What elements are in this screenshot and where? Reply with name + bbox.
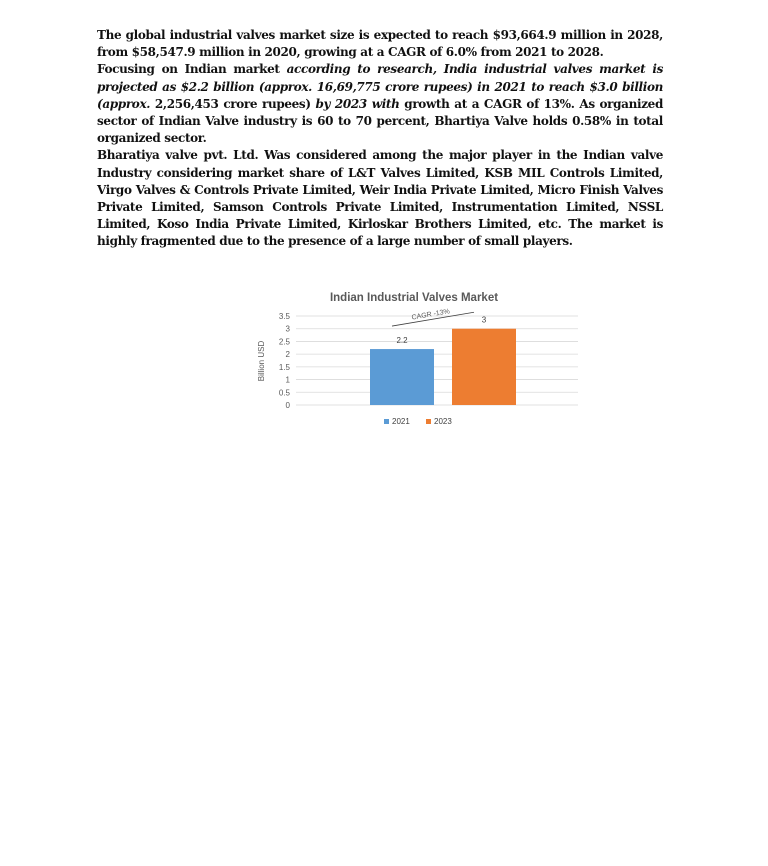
bar-2023	[452, 329, 516, 405]
y-tick-label: 3.5	[278, 312, 290, 321]
y-tick-labels	[279, 312, 291, 410]
chart-svg	[250, 283, 590, 438]
y-tick-label: 1.5	[278, 362, 290, 372]
document-body	[97, 27, 663, 251]
paragraph-text-italic: according to research, India industrial valves market is projected as $2.2 billion (approx. 16,69,775 crore rupees) in 2021 to reach $3.0 billion (approx.	[97, 62, 663, 111]
legend-swatch-2021	[384, 419, 389, 424]
chart-title: Indian Industrial Valves Market	[329, 292, 499, 304]
data-label-2023: 3	[481, 315, 487, 325]
y-axis-label: Billion USD	[257, 340, 266, 382]
gridlines	[296, 316, 578, 405]
market-bar-chart	[250, 283, 590, 438]
y-tick-label: 1	[285, 375, 290, 385]
legend-label-2023: 2023	[434, 417, 452, 426]
y-tick-label: 0.5	[278, 388, 290, 398]
legend-label-2021: 2021	[392, 417, 410, 426]
paragraph-text-italic: by 2023 with	[315, 96, 400, 111]
paragraph-indian-market	[97, 61, 663, 147]
y-tick-label: 2	[285, 350, 290, 360]
paragraph-global-market: The global industrial valves market size is expected to reach $93,664.9 million in 2028, from $58,547.9 million in 2020, growing at a CAGR of 6.0% from 2021 to 2028.	[97, 28, 663, 60]
cagr-annotation	[392, 308, 474, 326]
legend-swatch-2023	[426, 419, 431, 424]
data-label-2021: 2.2	[396, 336, 408, 346]
legend	[384, 417, 452, 426]
y-tick-label: 2.5	[278, 337, 290, 347]
paragraph-market-players: Bharatiya valve pvt. Ltd. Was considered among the major player in the Indian valve Industry considering market share of L&T Valves Limited, KSB MIL Controls Limited, Virgo Valves & Controls Private Limited, Weir India Private Limited, Micro Finish Valves Private Limited, Samson Controls Private Limited, Instrumentation Limited, NSSL Limited, Koso India Private Limited, Kirloskar Brothers Limited, etc. The market is highly fragmented due to the presence of a large number of small players.	[97, 148, 663, 249]
y-tick-label: 3	[285, 324, 290, 334]
paragraph-text: growth at a CAGR of 13%. As organized sector of Indian Valve industry is 60 to 70 percent, Bhartiya Valve holds 0.58% in total organized sector.	[97, 96, 663, 146]
y-tick-label: 0	[285, 401, 290, 410]
cagr-label: CAGR -13%	[411, 308, 451, 322]
paragraph-text: 2,256,453 crore rupees)	[154, 96, 316, 111]
bar-2021	[370, 349, 434, 405]
paragraph-text: Focusing on Indian market	[97, 62, 287, 77]
